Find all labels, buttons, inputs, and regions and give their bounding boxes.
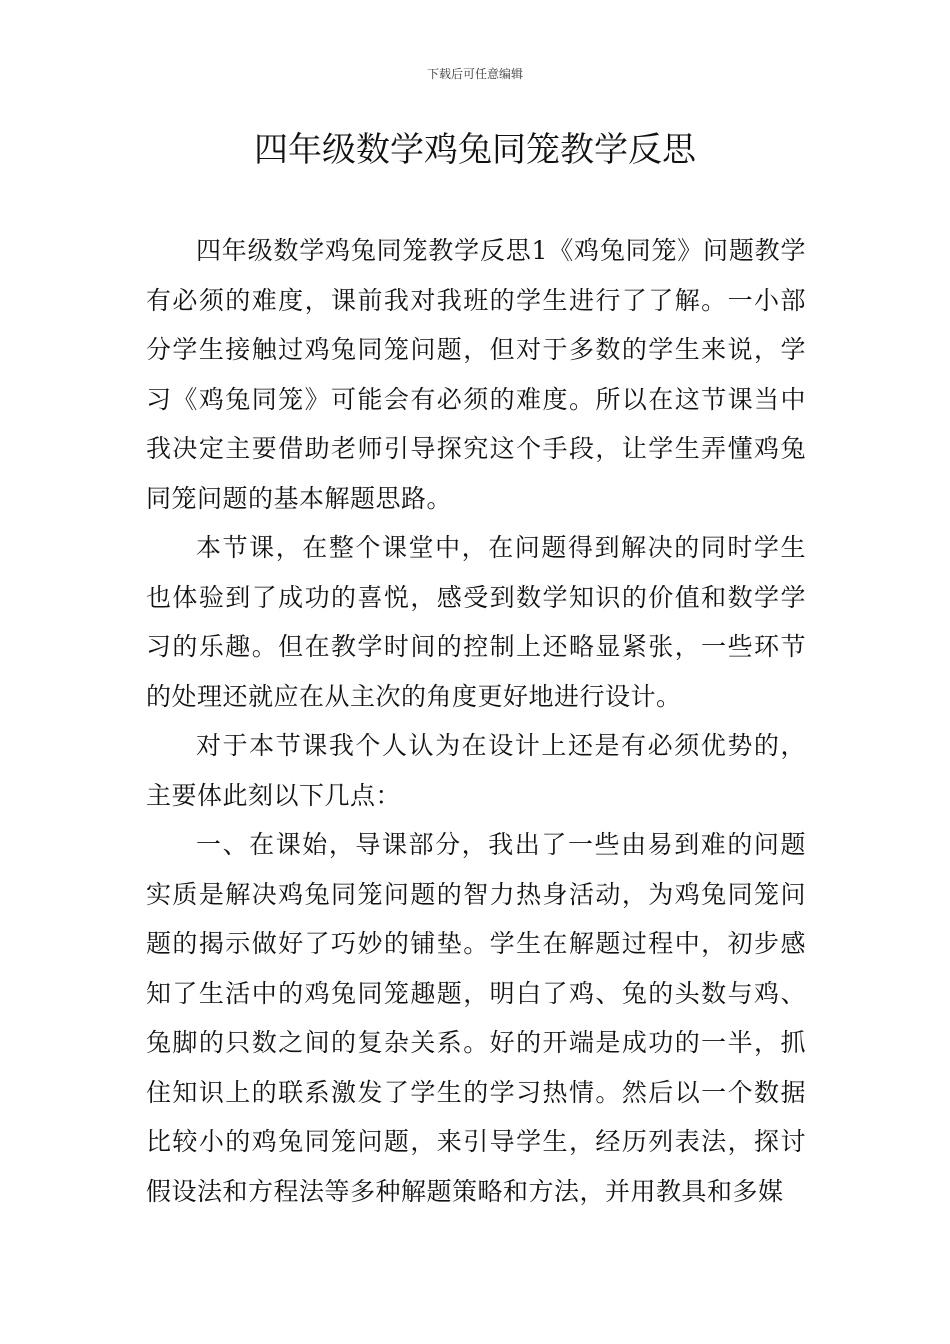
document-body	[146, 226, 806, 1216]
paragraph-3: 对于本节课我个人认为在设计上还是有必须优势的，主要体此刻以下几点：	[146, 731, 806, 810]
header-note: 下载后可任意编辑	[426, 67, 523, 81]
paragraph-1: 四年级数学鸡兔同笼教学反思1《鸡兔同笼》问题教学有必须的难度，课前我对我班的学生进行了了解。一小部分学生接触过鸡兔同笼问题，但对于多数的学生来说，学习《鸡兔同笼》可能会有必须的难度。所以在这节课当中我决定主要借助老师引导探究这个手段，让学生弄懂鸡兔同笼问题的基本解题思路。	[146, 236, 806, 513]
paragraph-2: 本节课，在整个课堂中，在问题得到解决的同时学生也体验到了成功的喜悦，感受到数学知识的价值和数学学习的乐趣。但在教学时间的控制上还略显紧张，一些环节的处理还就应在从主次的角度更好地进行设计。	[146, 533, 806, 711]
document-title: 四年级数学鸡兔同笼教学反思	[254, 130, 696, 170]
paragraph-4: 一、在课始，导课部分，我出了一些由易到难的问题实质是解决鸡兔同笼问题的智力热身活动，为鸡兔同笼问题的揭示做好了巧妙的铺垫。学生在解题过程中，初步感知了生活中的鸡兔同笼趣题，明白了鸡、兔的头数与鸡、兔脚的只数之间的复杂关系。好的开端是成功的一半，抓住知识上的联系激发了学生的学习热情。然后以一个数据比较小的鸡兔同笼问题，来引导学生，经历列表法，探讨假设法和方程法等多种解题策略和方法，并用教具和多媒	[146, 830, 806, 1206]
